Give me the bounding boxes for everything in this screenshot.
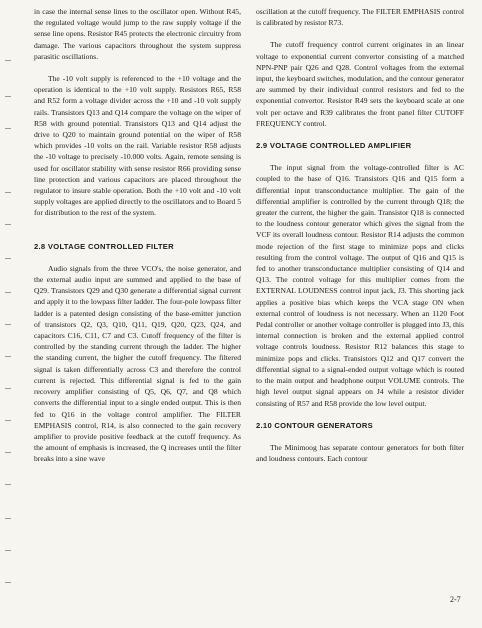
paragraph-cutoff-control: The cutoff frequency control current originates in an linear voltage to exponential current convertor consisting of a matched NPN-PNP pair Q26 and Q28. Control voltages from the external input, the keyboard switches, modulation, and the contour generator are summed by their individual control resistors and fed to the exponential convertor. Resistor R49 sets the keyboard scale at one volt per octave and R39 calibrates the front panel filter CUTOFF FREQUENCY control. (256, 40, 464, 128)
paragraph-sense-line: in case the internal sense lines to the oscillator open. Without R45, the regulated voltage would jump to the raw supply voltage if the sense line opens. Resistor R45 protects the electronic circuitry from damage. The various capacitors throughout the system suppress parasitic oscillations. (34, 7, 241, 61)
left-column (34, 6, 241, 465)
margin-tick (5, 582, 11, 583)
right-column (256, 6, 464, 464)
page-number: 2-7 (450, 595, 461, 604)
margin-tick (5, 518, 11, 519)
paragraph-contour: The Minimoog has separate contour generators for both filter and loudness contours. Each contour (256, 442, 464, 464)
margin-tick (5, 60, 11, 61)
margin-tick (5, 324, 11, 325)
margin-tick (5, 192, 11, 193)
section-heading-contour: 2.10 CONTOUR GENERATORS (256, 420, 374, 430)
paragraph-vca: The input signal from the voltage-controlled filter is AC coupled to the base of Q16. Transistors Q16 and Q15 form a differential input transconductance multiplier. The gain of the differential amplifier is controlled by the current through Q18; the greater the current, the higher the gain. Transistor Q18 is connected to the loudness contour generator which gives the signal from the VCF its overall loudness contour. Resistor R14 adjusts the common mode rejection of the first stage to minimize pops and clicks resulting from the control voltage. The output of Q16 and Q15 is fed to another transconductance multiplier consisting of Q14 and Q13. The control voltage for this multiplier comes from the EXTERNAL LOUDNESS control input jack, J3. This shorting jack applies a positive bias which keeps the VCA stage ON when external control of loudness is not necessary. When an 1120 Foot Pedal controller or another voltage controller is plugged into J3, this internal connection is broken and the external applied control voltage controls loudness. Resistor R12 balances this stage to minimize pops and clicks. Transistors Q12 and Q17 convert the differential signal to a signal-ended output voltage which is routed to the main output and headphone output VOLUME controls. The high level output signal appears on J4 while a resistor divider consisting of R57 and R58 provide the low level output. (256, 163, 464, 408)
section-heading-vcf: 2.8 VOLTAGE CONTROLLED FILTER (34, 241, 174, 251)
section-heading-vca: 2.9 VOLTAGE CONTROLLED AMPLIFIER (256, 141, 412, 151)
paragraph-emphasis-calibration: oscillation at the cutoff frequency. The FILTER EMPHASIS control is calibrated by resistor R73. (256, 7, 464, 28)
margin-tick (5, 452, 11, 453)
margin-tick (5, 388, 11, 389)
margin-tick (5, 224, 11, 225)
margin-tick (5, 484, 11, 485)
margin-tick (5, 550, 11, 551)
margin-tick (5, 356, 11, 357)
margin-tick (5, 292, 11, 293)
margin-tick (5, 128, 11, 129)
margin-tick (5, 420, 11, 421)
paragraph-negative-supply: The -10 volt supply is referenced to the +10 voltage and the operation is identical to the +10 volt supply. Resistors R65, R58 and R52 form a voltage divider across the +10 and -10 volt supply rails. Transistors Q13 and Q14 compare the voltage on the wiper of R58 with ground potential. Transistors Q13 and Q14 adjust the drive to Q20 to maintain ground potential on the wiper of R58 which provides -10 volts on the rail. Variable resistor R58 adjusts the -10 voltage to precisely -10.000 volts. Again, remote sensing is used for oscillator stability with sense resistor R66 providing sense line protection and various capacitors are placed throughout the regulator to insure stable operation. Both the +10 volt and -10 volt supply voltages are applied directly to the oscillators and to Board 5 for distribution to the rest of the system. (34, 74, 241, 218)
binding-margin (3, 0, 15, 628)
margin-tick (5, 258, 11, 259)
margin-tick (5, 96, 11, 97)
paragraph-vcf: Audio signals from the three VCO's, the noise generator, and the external audio input are summed and applied to the base of Q29. Transistors Q29 and Q30 generate a differential signal current and apply it to the lowpass filter ladder. The four-pole lowpass filter ladder is a patented design consisting of the base-emitter junction of transistors Q2, Q3, Q10, Q11, Q19, Q20, Q23, Q24, and capacitors C16, C11, C7 and C3. Cutoff frequency of the filter is controlled by the standing current through the ladder. The higher the standing current, the higher the cutoff frequency. The filtered signal is taken differentially across C3 and therefore the control current is rejected. This differential signal is fed to the gain recovery amplifier consisting of Q5, Q6, Q7, and Q8 which converts the differential input to a single ended output. This is then fed to Q16 in the voltage control amplifier. The FILTER EMPHASIS control, R14, is also connected to the gain recovery amplifier to provide positive feedback at the cutoff frequency. As the amount of emphasis is increased, the Q increases until the filter breaks into a sine wave (34, 263, 241, 464)
